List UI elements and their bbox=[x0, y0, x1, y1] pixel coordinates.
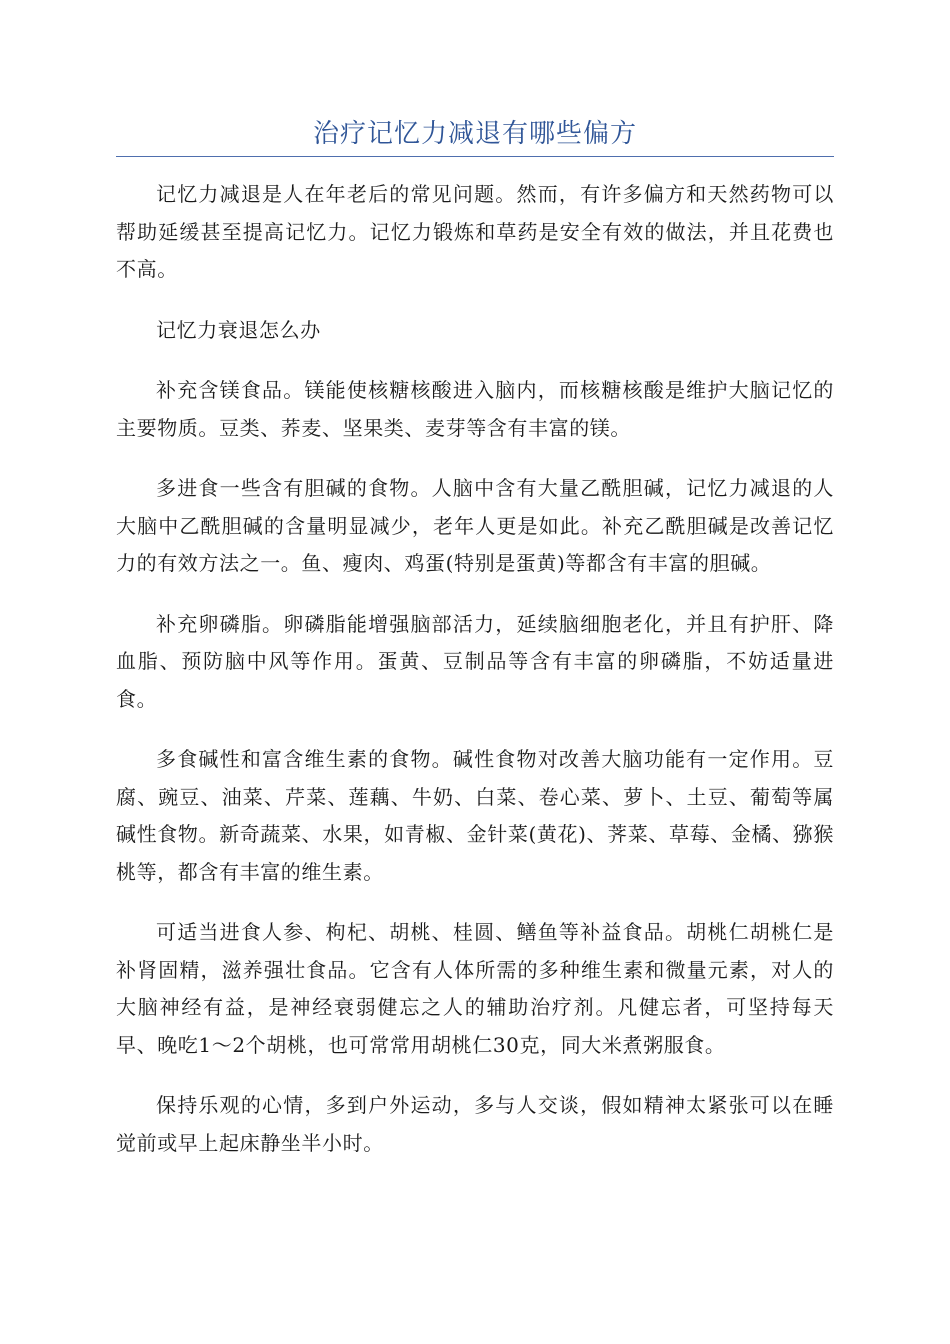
document-title: 治疗记忆力减退有哪些偏方 bbox=[312, 119, 637, 149]
paragraph-magnesium: 补充含镁食品。镁能使核糖核酸进入脑内，而核糖核酸是维护大脑记忆的主要物质。豆类、荞麦、坚果类、麦芽等含有丰富的镁。 bbox=[116, 378, 834, 440]
title-block bbox=[116, 112, 834, 157]
document-body bbox=[116, 176, 834, 1185]
paragraph-intro: 记忆力减退是人在年老后的常见问题。然而，有许多偏方和天然药物可以帮助延缓甚至提高记忆力。记忆力锻炼和草药是安全有效的做法，并且花费也不高。 bbox=[116, 182, 834, 281]
paragraph-alkaline-foods: 多食碱性和富含维生素的食物。碱性食物对改善大脑功能有一定作用。豆腐、豌豆、油菜、芹菜、莲藕、牛奶、白菜、卷心菜、萝卜、土豆、葡萄等属碱性食物。新奇蔬菜、水果，如青椒、金针菜(黄花)、荠菜、草莓、金橘、猕猴桃等，都含有丰富的维生素。 bbox=[116, 747, 834, 884]
paragraph-tonic-foods: 可适当进食人参、枸杞、胡桃、桂圆、鳝鱼等补益食品。胡桃仁胡桃仁是补肾固精，滋养强壮食品。它含有人体所需的多种维生素和微量元素，对人的大脑神经有益，是神经衰弱健忘之人的辅助治疗剂。凡健忘者，可坚持每天早、晚吃1～2个胡桃，也可常常用胡桃仁30克，同大米煮粥服食。 bbox=[116, 920, 834, 1057]
paragraph-mood: 保持乐观的心情，多到户外运动，多与人交谈，假如精神太紧张可以在睡觉前或早上起床静坐半小时。 bbox=[116, 1093, 834, 1155]
paragraph-choline: 多进食一些含有胆碱的食物。人脑中含有大量乙酰胆碱，记忆力减退的人大脑中乙酰胆碱的含量明显减少，老年人更是如此。补充乙酰胆碱是改善记忆力的有效方法之一。鱼、瘦肉、鸡蛋(特别是蛋黄)等都含有丰富的胆碱。 bbox=[116, 476, 834, 575]
paragraph-subheading: 记忆力衰退怎么办 bbox=[156, 317, 321, 342]
paragraph-lecithin: 补充卵磷脂。卵磷脂能增强脑部活力，延续脑细胞老化，并且有护肝、降血脂、预防脑中风等作用。蛋黄、豆制品等含有丰富的卵磷脂，不妨适量进食。 bbox=[116, 611, 834, 711]
